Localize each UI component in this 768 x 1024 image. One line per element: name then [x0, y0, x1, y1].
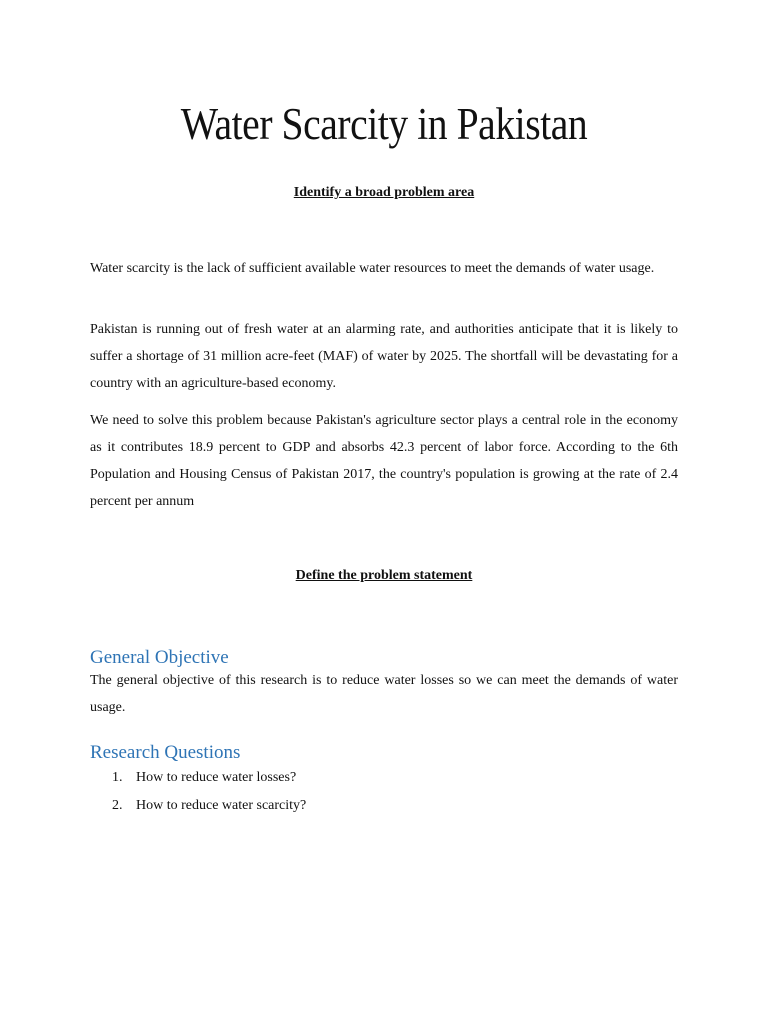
- paragraph-shortage: [90, 316, 678, 397]
- list-text: How to reduce water scarcity?: [136, 798, 307, 813]
- document-title: Water Scarcity in Pakistan: [180, 99, 588, 149]
- paragraph-reason: [90, 407, 678, 515]
- research-questions-heading: Research Questions: [90, 742, 241, 763]
- paragraph-definition: [90, 255, 678, 282]
- general-objective-heading: General Objective: [90, 647, 229, 668]
- section-heading-problem-statement: Define the problem statement: [295, 568, 473, 583]
- list-item: [112, 792, 306, 820]
- list-number: 2.: [112, 798, 123, 813]
- list-number: 1.: [112, 770, 123, 785]
- section-heading-problem-area: Identify a broad problem area: [293, 185, 475, 200]
- paragraph-text: The general objective of this research is to reduce water losses so we can meet the demands of water usage.: [90, 673, 678, 715]
- list-text: How to reduce water losses?: [136, 770, 297, 785]
- research-questions-list: [112, 764, 306, 820]
- paragraph-text: Water scarcity is the lack of sufficient available water resources to meet the demands of water usage.: [90, 261, 655, 276]
- paragraph-text: We need to solve this problem because Pakistan's agriculture sector plays a central role in the economy as it contributes 18.9 percent to GDP and absorbs 42.3 percent of labor force. According to the 6th Population and Housing Census of Pakistan 2017, the country's population is growing at the rate of 2.4 percent per annum: [90, 413, 678, 509]
- list-item: [112, 764, 306, 792]
- general-objective-paragraph: [90, 667, 678, 721]
- paragraph-text: Pakistan is running out of fresh water at an alarming rate, and authorities anticipate that it is likely to suffer a shortage of 31 million acre-feet (MAF) of water by 2025. The shortfall will be devastating for a country with an agriculture-based economy.: [90, 322, 678, 391]
